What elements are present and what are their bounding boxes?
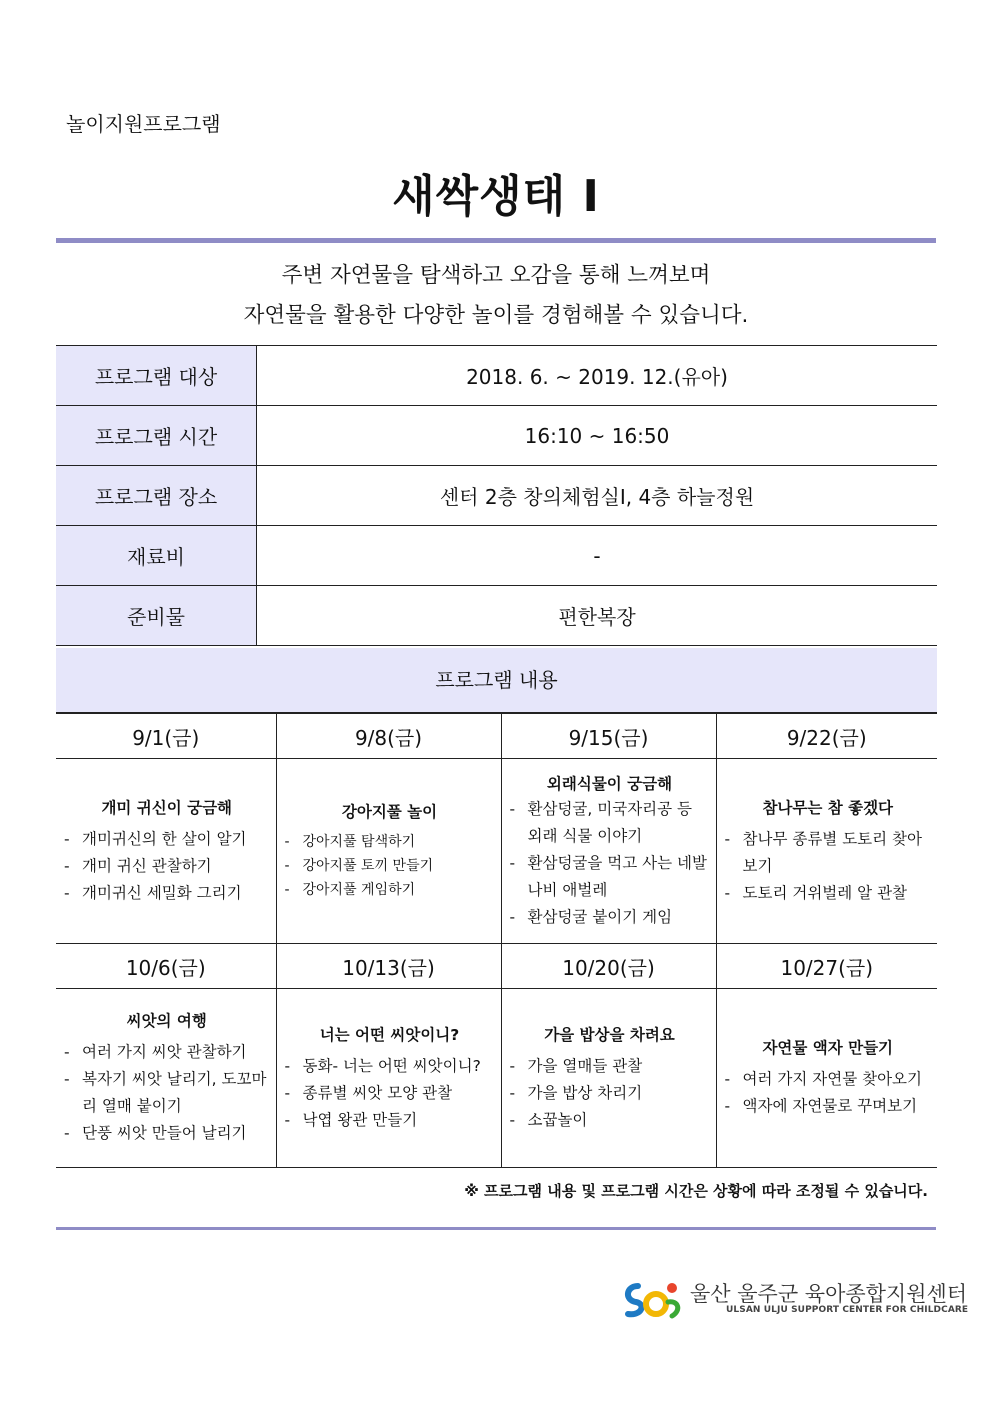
activity-item: - 환삼덩굴을 먹고 사는 네발나비 애벌레 [510,850,710,904]
activity-item: - 참나무 종류별 도토리 찾아보기 [725,826,932,880]
org-name-korean: 울산 울주군 육아종합지원센터 [690,1282,968,1306]
activity-item: - 강아지풀 게임하기 [285,878,495,902]
session-title: 개미 귀신이 궁금해 [101,798,233,817]
activity-item: - 여러 가지 씨앗 관찰하기 [64,1039,270,1066]
activity-item: - 도토리 거위벌레 알 관찰 [725,880,932,907]
activity-item: - 소꿉놀이 [510,1107,710,1134]
top-divider [56,238,936,243]
session-cell [56,989,276,1168]
info-row-target [56,346,937,406]
session-activities [285,1053,495,1134]
page-title: 새싹생태 Ⅰ [392,171,600,222]
info-label: 프로그램 대상 [56,346,257,406]
childcare-center-logo-icon [620,1278,686,1322]
info-value: 2018. 6. ~ 2019. 12.(유아) [257,346,938,406]
session-date: 10/20(금) [501,944,716,989]
session-cell [276,989,501,1168]
activity-item: - 여러 가지 자연물 찾아오기 [725,1066,932,1093]
intro-line-2: 자연물을 활용한 다양한 놀이를 경험해볼 수 있습니다. [243,303,749,328]
activity-item: - 단풍 씨앗 만들어 날리기 [64,1120,270,1147]
activity-item: - 개미 귀신 관찰하기 [64,853,270,880]
info-row-place [56,466,937,526]
category-label: 놀이지원프로그램 [66,112,221,136]
session-title: 씨앗의 여행 [126,1012,207,1030]
session-title: 참나무는 참 좋겠다 [762,798,894,817]
activity-item: - 환삼덩굴 붙이기 게임 [510,904,710,931]
session-activities [64,826,270,907]
content-row [56,759,937,944]
session-cell [501,759,716,944]
content-row [56,989,937,1168]
session-title: 자연물 액자 만들기 [762,1039,894,1057]
info-row-supplies [56,586,937,646]
info-label: 재료비 [56,526,257,586]
activity-item: - 강아지풀 탐색하기 [285,830,495,854]
activity-item: - 강아지풀 토끼 만들기 [285,854,495,878]
org-logo [620,1278,969,1322]
schedule-note: ※ 프로그램 내용 및 프로그램 시간은 상황에 따라 조정될 수 있습니다. [464,1182,928,1200]
session-title: 가을 밥상을 차려요 [544,1025,675,1044]
info-value: 센터 2층 창의체험실Ⅰ, 4층 하늘정원 [257,466,938,526]
session-cell [716,989,937,1168]
session-date: 9/8(금) [276,714,501,759]
schedule-heading: 프로그램 내용 [56,648,937,713]
session-title: 너는 어떤 씨앗이니? [319,1025,460,1044]
session-activities [725,1066,932,1120]
activity-item: - 환삼덩굴, 미국자리공 등 외래 식물 이야기 [510,796,710,850]
session-date: 10/13(금) [276,944,501,989]
activity-item: - 가을 열매들 관찰 [510,1053,710,1080]
date-row [56,714,937,759]
info-label: 프로그램 장소 [56,466,257,526]
info-label: 프로그램 시간 [56,406,257,466]
activity-item: - 가을 밥상 차리기 [510,1080,710,1107]
session-title: 외래식물이 궁금해 [546,774,673,793]
session-cell [716,759,937,944]
date-row [56,944,937,989]
org-name-english: ULSAN ULJU SUPPORT CENTER FOR CHILDCARE [726,1305,969,1315]
session-activities [725,826,932,907]
info-row-time [56,406,937,466]
activity-item: - 개미귀신의 한 살이 알기 [64,826,270,853]
session-date: 9/1(금) [56,714,276,759]
session-activities [285,830,495,902]
info-value: 편한복장 [257,586,938,646]
program-info-table [56,345,937,646]
session-title: 강아지풀 놀이 [341,803,438,821]
session-date: 9/22(금) [716,714,937,759]
session-cell [276,759,501,944]
activity-item: - 낙엽 왕관 만들기 [285,1107,495,1134]
session-activities [64,1039,270,1147]
session-date: 10/27(금) [716,944,937,989]
intro-line-1: 주변 자연물을 탐색하고 오감을 통해 느껴보며 [281,263,711,288]
session-activities [510,1053,710,1134]
schedule-table [56,713,937,1168]
activity-item: - 동화- 너는 어떤 씨앗이니? [285,1053,495,1080]
session-activities [510,796,710,931]
activity-item: - 개미귀신 세밀화 그리기 [64,880,270,907]
session-cell [56,759,276,944]
activity-item: - 액자에 자연물로 꾸며보기 [725,1093,932,1120]
info-value: - [257,526,938,586]
activity-item: - 종류별 씨앗 모양 관찰 [285,1080,495,1107]
info-row-fee [56,526,937,586]
bottom-divider [56,1227,936,1230]
activity-item: - 복자기 씨앗 날리기, 도꼬마리 열매 붙이기 [64,1066,270,1120]
info-label: 준비물 [56,586,257,646]
session-cell [501,989,716,1168]
session-date: 9/15(금) [501,714,716,759]
info-value: 16:10 ~ 16:50 [257,406,938,466]
session-date: 10/6(금) [56,944,276,989]
